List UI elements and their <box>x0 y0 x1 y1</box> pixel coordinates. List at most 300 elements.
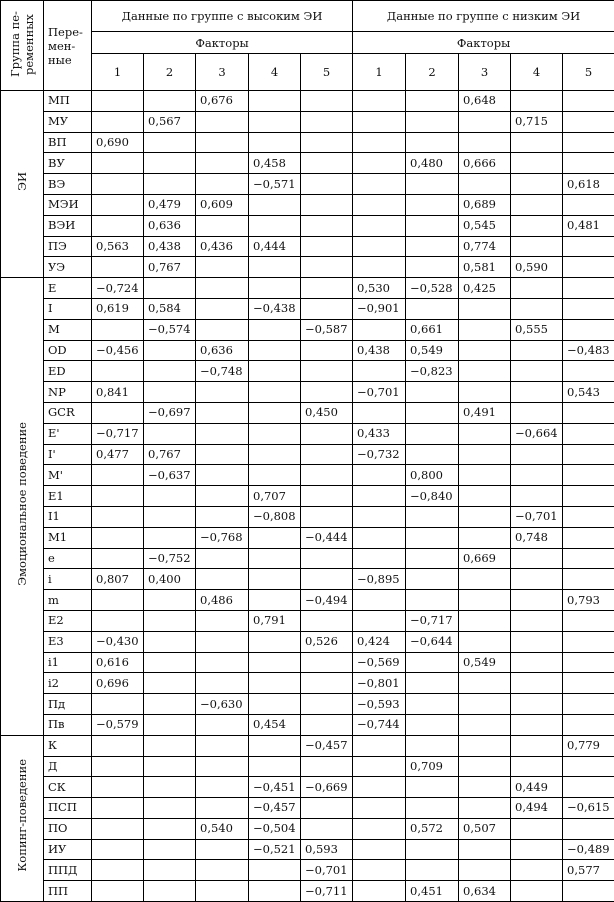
low-ei-loading-cell <box>511 236 563 257</box>
low-ei-loading-cell <box>511 694 563 715</box>
low-ei-loading-cell: 0,748 <box>511 527 563 548</box>
high-ei-loading-cell <box>196 610 249 631</box>
low-ei-loading-cell: 0,669 <box>459 548 511 569</box>
variable-name-cell: OD <box>44 340 92 361</box>
low-ei-loading-cell <box>563 444 614 465</box>
high-ei-loading-cell <box>249 319 301 340</box>
low-ei-loading-cell <box>511 91 563 112</box>
high-ei-loading-cell: 0,767 <box>144 444 196 465</box>
low-ei-loading-cell <box>563 714 614 735</box>
high-ei-loading-cell <box>301 694 353 715</box>
low-ei-loading-cell: −0,644 <box>406 631 459 652</box>
variable-name-cell: ВУ <box>44 153 92 174</box>
low-ei-loading-cell <box>459 319 511 340</box>
table-row <box>1 527 614 548</box>
low-ei-loading-cell: −0,569 <box>353 652 406 673</box>
group-label: ЭИ <box>15 172 29 191</box>
low-ei-loading-cell <box>511 735 563 756</box>
high-ei-loading-cell <box>249 569 301 590</box>
table-row <box>1 111 614 132</box>
low-ei-loading-cell: −0,528 <box>406 278 459 299</box>
variable-name-cell: ВП <box>44 132 92 153</box>
low-ei-loading-cell <box>459 298 511 319</box>
high-ei-loading-cell <box>92 798 144 819</box>
high-ei-loading-cell <box>144 132 196 153</box>
high-ei-loading-cell <box>144 506 196 527</box>
high-ei-loading-cell <box>144 423 196 444</box>
variable-name-cell: СК <box>44 777 92 798</box>
low-ei-loading-cell: 0,800 <box>406 465 459 486</box>
low-ei-loading-cell <box>406 860 459 881</box>
low-ei-loading-cell: 0,507 <box>459 818 511 839</box>
low-ei-loading-cell <box>511 465 563 486</box>
variable-name-cell: Пв <box>44 714 92 735</box>
group-label-cell <box>1 91 44 278</box>
high-ei-loading-cell <box>196 153 249 174</box>
high-ei-loading-cell <box>249 590 301 611</box>
high-ei-loading-cell: 0,690 <box>92 132 144 153</box>
low-ei-loading-cell: 0,480 <box>406 153 459 174</box>
low-ei-loading-cell <box>563 610 614 631</box>
group-label: Эмоциональное поведение <box>15 422 29 586</box>
low-ei-loading-cell <box>459 777 511 798</box>
low-ei-loading-cell <box>511 818 563 839</box>
low-ei-loading-cell <box>459 590 511 611</box>
low-ei-loading-cell: 0,433 <box>353 423 406 444</box>
table-row <box>1 798 614 819</box>
high-ei-loading-cell <box>301 548 353 569</box>
high-ei-loading-cell <box>92 818 144 839</box>
variable-name-cell: m <box>44 590 92 611</box>
high-ei-loading-cell: 0,609 <box>196 194 249 215</box>
low-ei-loading-cell <box>459 174 511 195</box>
high-ei-loading-cell <box>196 111 249 132</box>
variable-name-cell: Пд <box>44 694 92 715</box>
low-ei-loading-cell <box>563 631 614 652</box>
high-ei-loading-cell <box>144 777 196 798</box>
variable-name-cell: I1 <box>44 506 92 527</box>
table-row <box>1 402 614 423</box>
high-ei-loading-cell <box>196 382 249 403</box>
low-ei-loading-cell <box>459 673 511 694</box>
low-ei-loading-cell <box>459 694 511 715</box>
high-ei-loading-cell: −0,669 <box>301 777 353 798</box>
high-ei-loading-cell: −0,574 <box>144 319 196 340</box>
low-ei-loading-cell <box>563 652 614 673</box>
low-ei-loading-cell <box>563 818 614 839</box>
high-ei-loading-cell <box>249 361 301 382</box>
low-ei-loading-cell <box>406 652 459 673</box>
low-ei-loading-cell <box>563 569 614 590</box>
low-ei-loading-cell: 0,425 <box>459 278 511 299</box>
table-row <box>1 319 614 340</box>
high-ei-loading-cell: 0,791 <box>249 610 301 631</box>
low-ei-loading-cell <box>406 382 459 403</box>
low-ei-loading-cell: −0,895 <box>353 569 406 590</box>
high-ei-loading-cell <box>92 548 144 569</box>
low-ei-loading-cell <box>353 881 406 902</box>
high-ei-loading-cell: 0,567 <box>144 111 196 132</box>
low-ei-loading-cell <box>511 298 563 319</box>
low-ei-loading-cell <box>459 569 511 590</box>
table-row <box>1 860 614 881</box>
high-ei-loading-cell <box>249 215 301 236</box>
low-ei-loading-cell <box>459 340 511 361</box>
high-ei-loading-cell: −0,697 <box>144 402 196 423</box>
high-ei-loading-cell <box>92 111 144 132</box>
high-ei-loading-cell <box>301 673 353 694</box>
low-ei-loading-cell: 0,449 <box>511 777 563 798</box>
low-ei-loading-cell: −0,489 <box>563 839 614 860</box>
low-ei-loading-cell <box>511 215 563 236</box>
high-factor-number-header: 5 <box>301 54 353 91</box>
high-ei-loading-cell: 0,636 <box>196 340 249 361</box>
low-ei-loading-cell <box>406 714 459 735</box>
high-ei-loading-cell <box>301 298 353 319</box>
variable-name-cell: M' <box>44 465 92 486</box>
high-ei-loading-cell <box>196 486 249 507</box>
high-ei-loading-cell <box>144 610 196 631</box>
table-row <box>1 194 614 215</box>
high-ei-loading-cell <box>249 340 301 361</box>
low-ei-loading-cell: 0,618 <box>563 174 614 195</box>
variable-name-cell: Д <box>44 756 92 777</box>
high-ei-loading-cell: 0,477 <box>92 444 144 465</box>
low-ei-loading-cell <box>459 465 511 486</box>
high-ei-loading-cell: −0,579 <box>92 714 144 735</box>
low-ei-loading-cell: 0,555 <box>511 319 563 340</box>
low-ei-loading-cell: 0,545 <box>459 215 511 236</box>
high-ei-loading-cell <box>92 694 144 715</box>
low-ei-loading-cell <box>406 194 459 215</box>
high-ei-loading-cell <box>301 569 353 590</box>
high-ei-loading-cell: −0,630 <box>196 694 249 715</box>
variable-name-cell: E1 <box>44 486 92 507</box>
high-ei-loading-cell: −0,717 <box>92 423 144 444</box>
low-ei-loading-cell <box>563 486 614 507</box>
high-ei-loading-cell <box>301 652 353 673</box>
high-ei-loading-cell <box>301 132 353 153</box>
low-ei-loading-cell <box>511 548 563 569</box>
low-ei-loading-cell <box>459 132 511 153</box>
low-ei-loading-cell <box>459 756 511 777</box>
high-ei-loading-cell <box>144 714 196 735</box>
low-ei-loading-cell <box>406 694 459 715</box>
low-ei-loading-cell: −0,801 <box>353 673 406 694</box>
high-ei-loading-cell: −0,587 <box>301 319 353 340</box>
high-ei-loading-cell: 0,458 <box>249 153 301 174</box>
low-ei-loading-cell: −0,901 <box>353 298 406 319</box>
low-ei-loading-cell <box>511 174 563 195</box>
low-ei-loading-cell <box>511 340 563 361</box>
low-ei-loading-cell <box>459 423 511 444</box>
group-label: Копинг-поведение <box>15 759 29 872</box>
high-ei-loading-cell <box>92 174 144 195</box>
low-ei-loading-cell <box>459 860 511 881</box>
high-ei-loading-cell: 0,444 <box>249 236 301 257</box>
variable-name-cell: E <box>44 278 92 299</box>
high-ei-loading-cell <box>92 91 144 112</box>
high-ei-loading-cell <box>144 839 196 860</box>
high-ei-loading-cell: 0,707 <box>249 486 301 507</box>
variable-name-cell: К <box>44 735 92 756</box>
high-ei-loading-cell: 0,616 <box>92 652 144 673</box>
high-factor-number-header: 4 <box>249 54 301 91</box>
variable-name-cell: ПСП <box>44 798 92 819</box>
low-ei-loading-cell <box>353 153 406 174</box>
high-ei-loading-cell <box>301 506 353 527</box>
high-ei-loading-cell <box>92 881 144 902</box>
low-ei-loading-cell <box>459 382 511 403</box>
table-row <box>1 382 614 403</box>
high-ei-loading-cell <box>144 590 196 611</box>
high-ei-loading-cell <box>249 881 301 902</box>
variable-name-cell: I <box>44 298 92 319</box>
table-body <box>1 91 614 902</box>
high-ei-loading-cell <box>249 652 301 673</box>
low-ei-loading-cell: −0,823 <box>406 361 459 382</box>
high-ei-loading-cell: 0,619 <box>92 298 144 319</box>
table-row <box>1 548 614 569</box>
high-ei-loading-cell: −0,438 <box>249 298 301 319</box>
low-ei-loading-cell <box>563 548 614 569</box>
table-row <box>1 153 614 174</box>
variable-name-cell: МУ <box>44 111 92 132</box>
low-ei-loading-cell: 0,634 <box>459 881 511 902</box>
high-ei-loading-cell <box>249 860 301 881</box>
high-ei-loading-cell <box>249 194 301 215</box>
low-ei-loading-cell: −0,701 <box>511 506 563 527</box>
low-ei-loading-cell <box>406 174 459 195</box>
low-ei-loading-cell <box>353 527 406 548</box>
high-ei-loading-cell <box>301 153 353 174</box>
high-ei-loading-cell <box>196 631 249 652</box>
low-ei-factors-header: Факторы <box>353 32 614 54</box>
high-ei-loading-cell: −0,457 <box>301 735 353 756</box>
low-ei-loading-cell <box>459 798 511 819</box>
table-row <box>1 174 614 195</box>
high-ei-loading-cell <box>144 486 196 507</box>
low-ei-loading-cell <box>406 569 459 590</box>
table-row <box>1 278 614 299</box>
low-ei-loading-cell <box>459 610 511 631</box>
low-ei-loading-cell <box>406 527 459 548</box>
high-ei-loading-cell: −0,494 <box>301 590 353 611</box>
high-ei-loading-cell <box>301 111 353 132</box>
table-row <box>1 652 614 673</box>
high-ei-loading-cell: −0,504 <box>249 818 301 839</box>
high-ei-loading-cell <box>196 652 249 673</box>
high-ei-loading-cell: 0,438 <box>144 236 196 257</box>
low-ei-loading-cell <box>353 610 406 631</box>
high-ei-loading-cell <box>144 694 196 715</box>
high-ei-loading-cell: −0,768 <box>196 527 249 548</box>
high-ei-loading-cell <box>92 860 144 881</box>
low-ei-loading-cell: 0,793 <box>563 590 614 611</box>
high-ei-loading-cell <box>249 465 301 486</box>
low-ei-loading-cell <box>511 590 563 611</box>
low-ei-loading-cell <box>353 174 406 195</box>
high-ei-loading-cell <box>249 402 301 423</box>
low-ei-loading-cell: 0,481 <box>563 215 614 236</box>
low-ei-loading-cell <box>406 590 459 611</box>
table-row <box>1 91 614 112</box>
high-ei-loading-cell <box>301 818 353 839</box>
low-ei-loading-cell: 0,577 <box>563 860 614 881</box>
group-column-header <box>1 1 44 91</box>
table-row <box>1 444 614 465</box>
low-ei-loading-cell <box>511 361 563 382</box>
high-ei-loading-cell <box>249 257 301 278</box>
high-ei-factors-header: Факторы <box>92 32 353 54</box>
high-ei-loading-cell <box>196 569 249 590</box>
high-ei-loading-cell <box>92 361 144 382</box>
low-ei-loading-cell <box>511 132 563 153</box>
low-ei-loading-cell <box>353 756 406 777</box>
low-ei-loading-cell <box>511 881 563 902</box>
high-ei-loading-cell <box>301 194 353 215</box>
low-ei-loading-cell <box>563 257 614 278</box>
low-ei-loading-cell <box>563 756 614 777</box>
table-row <box>1 714 614 735</box>
group-label-cell <box>1 278 44 736</box>
low-ei-loading-cell <box>353 361 406 382</box>
high-ei-loading-cell: 0,479 <box>144 194 196 215</box>
high-ei-loading-cell: −0,724 <box>92 278 144 299</box>
high-ei-loading-cell <box>301 714 353 735</box>
variable-name-cell: i <box>44 569 92 590</box>
low-ei-loading-cell <box>511 652 563 673</box>
high-ei-loading-cell <box>249 735 301 756</box>
high-ei-loading-cell <box>249 444 301 465</box>
high-ei-loading-cell <box>249 631 301 652</box>
high-ei-loading-cell <box>92 194 144 215</box>
high-ei-loading-cell <box>196 298 249 319</box>
high-ei-loading-cell <box>301 486 353 507</box>
high-ei-loading-cell: 0,486 <box>196 590 249 611</box>
low-ei-loading-cell <box>459 486 511 507</box>
low-ei-loading-cell <box>406 444 459 465</box>
high-ei-loading-cell <box>196 673 249 694</box>
high-ei-loading-cell: 0,636 <box>144 215 196 236</box>
low-ei-loading-cell <box>353 860 406 881</box>
low-ei-loading-cell <box>353 402 406 423</box>
high-ei-loading-cell: 0,807 <box>92 569 144 590</box>
low-ei-loading-cell: 0,715 <box>511 111 563 132</box>
low-ei-loading-cell <box>563 132 614 153</box>
low-ei-loading-cell: 0,530 <box>353 278 406 299</box>
high-ei-loading-cell <box>249 423 301 444</box>
low-ei-loading-cell <box>353 91 406 112</box>
low-ei-loading-cell <box>353 798 406 819</box>
low-ei-loading-cell <box>406 735 459 756</box>
low-ei-loading-cell <box>563 236 614 257</box>
high-ei-loading-cell: 0,526 <box>301 631 353 652</box>
low-ei-loading-cell <box>563 527 614 548</box>
high-ei-loading-cell: −0,451 <box>249 777 301 798</box>
high-ei-loading-cell <box>92 777 144 798</box>
high-ei-loading-cell <box>196 798 249 819</box>
high-ei-loading-cell <box>92 839 144 860</box>
low-ei-loading-cell: 0,661 <box>406 319 459 340</box>
high-ei-loading-cell <box>196 881 249 902</box>
low-ei-loading-cell: −0,840 <box>406 486 459 507</box>
low-ei-loading-cell <box>406 777 459 798</box>
high-ei-loading-cell <box>144 860 196 881</box>
table-row <box>1 465 614 486</box>
high-ei-loading-cell <box>196 465 249 486</box>
variable-name-cell: МП <box>44 91 92 112</box>
low-factor-number-header: 2 <box>406 54 459 91</box>
low-ei-loading-cell: 0,774 <box>459 236 511 257</box>
low-ei-loading-cell <box>511 714 563 735</box>
high-ei-loading-cell <box>144 278 196 299</box>
high-ei-loading-cell <box>301 257 353 278</box>
low-ei-loading-cell: 0,549 <box>459 652 511 673</box>
low-ei-loading-cell <box>459 631 511 652</box>
low-ei-loading-cell <box>406 506 459 527</box>
low-ei-loading-cell <box>406 111 459 132</box>
table-row <box>1 818 614 839</box>
high-ei-loading-cell: 0,767 <box>144 257 196 278</box>
low-ei-loading-cell: 0,543 <box>563 382 614 403</box>
low-ei-loading-cell <box>353 839 406 860</box>
high-ei-loading-cell: −0,748 <box>196 361 249 382</box>
variable-name-cell: ППД <box>44 860 92 881</box>
low-ei-loading-cell <box>563 298 614 319</box>
low-ei-loading-cell <box>563 319 614 340</box>
high-ei-loading-cell <box>196 423 249 444</box>
low-ei-loading-cell <box>353 465 406 486</box>
low-ei-group-header: Данные по группе с низким ЭИ <box>353 1 614 32</box>
variable-name-cell: ПП <box>44 881 92 902</box>
high-factor-number-header: 1 <box>92 54 144 91</box>
high-ei-loading-cell <box>301 610 353 631</box>
high-ei-loading-cell <box>144 527 196 548</box>
low-ei-loading-cell <box>353 257 406 278</box>
high-ei-loading-cell <box>301 465 353 486</box>
variable-name-cell: I' <box>44 444 92 465</box>
table-row <box>1 423 614 444</box>
low-ei-loading-cell <box>563 402 614 423</box>
variable-name-cell: E' <box>44 423 92 444</box>
high-ei-loading-cell <box>92 153 144 174</box>
low-ei-loading-cell <box>406 423 459 444</box>
variable-name-cell: ПО <box>44 818 92 839</box>
variable-name-cell: M <box>44 319 92 340</box>
table-row <box>1 257 614 278</box>
low-ei-loading-cell <box>353 590 406 611</box>
high-ei-loading-cell <box>196 215 249 236</box>
low-ei-loading-cell: 0,494 <box>511 798 563 819</box>
table-row <box>1 694 614 715</box>
low-ei-loading-cell <box>511 382 563 403</box>
variables-column-header: Пере-мен-ные <box>44 1 92 91</box>
high-ei-loading-cell <box>196 839 249 860</box>
high-ei-loading-cell <box>301 236 353 257</box>
low-ei-loading-cell <box>563 694 614 715</box>
high-ei-loading-cell <box>301 444 353 465</box>
low-ei-loading-cell <box>459 111 511 132</box>
low-ei-loading-cell <box>459 527 511 548</box>
high-ei-loading-cell <box>249 694 301 715</box>
high-ei-loading-cell: −0,752 <box>144 548 196 569</box>
high-ei-loading-cell <box>92 735 144 756</box>
group-label-cell <box>1 735 44 901</box>
low-ei-loading-cell <box>353 194 406 215</box>
high-ei-loading-cell: −0,521 <box>249 839 301 860</box>
low-ei-loading-cell <box>459 506 511 527</box>
